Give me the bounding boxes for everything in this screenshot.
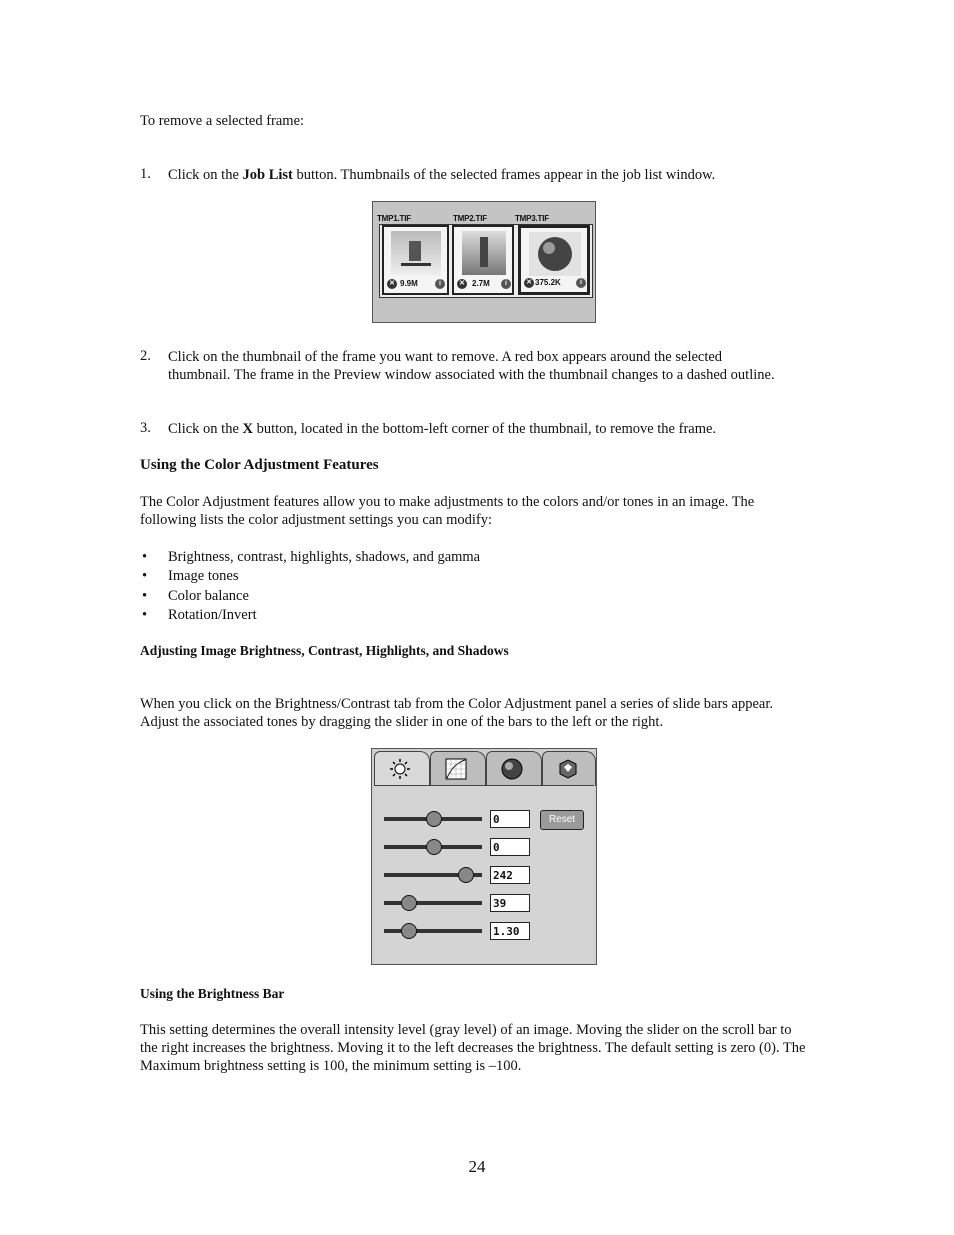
brightness-value-field[interactable]: 0 [490,810,530,828]
step-1-bold: Job List [242,167,293,183]
color-adjustment-heading: Using the Color Adjustment Features [140,457,379,473]
gamma-slider-handle[interactable] [401,923,417,939]
thumbnail-1-footer [386,277,446,291]
step-3-number: 3. [140,420,151,436]
step-3-post: button, located in the bottom-left corner of the thumbnail, to remove the frame. [253,421,717,437]
job-list-window [372,201,596,323]
brightness-section-body: When you click on the Brightness/Contrast tab from the Color Adjustment panel a series of slide bars appear. Adjust the associated tones by dragging the slider in one of the bars to the left or the right. [140,696,774,730]
info-2-icon[interactable]: i [501,279,511,289]
thumbnail-3-size: 375.2K [535,278,561,287]
color-settings-list [140,548,480,625]
gamma-value-field[interactable]: 1.30 [490,922,530,940]
list-item: • Rotation/Invert [140,606,480,625]
thumbnail-2-picture [462,231,506,275]
gamma-slider[interactable] [384,929,482,933]
thumbnail-strip [379,224,593,298]
brightness-bar-heading: Using the Brightness Bar [140,986,285,1001]
list-item: • Color balance [140,587,480,606]
highlights-value-field[interactable]: 242 [490,866,530,884]
highlights-slider[interactable] [384,873,482,877]
color-adjustment-panel [371,748,597,965]
list-item: • Image tones [140,567,480,586]
thumbnail-2-size: 2.7M [472,279,490,288]
thumbnail-2-image [462,231,506,275]
thumb-1-name: TMP1.TIF [377,214,411,223]
remove-frame-3-button[interactable]: ✕ [524,278,534,288]
thumbnail-3-image [529,232,581,276]
reset-button[interactable]: Reset [540,810,584,830]
thumb-2-name: TMP2.TIF [453,214,487,223]
color-sphere-icon [501,758,523,780]
brightness-contrast-panel [374,785,594,963]
thumbnail-3[interactable] [518,225,590,295]
contrast-slider[interactable] [384,845,482,849]
contrast-slider-handle[interactable] [426,839,442,855]
shadows-slider-handle[interactable] [401,895,417,911]
tab-brightness-contrast[interactable] [374,751,430,786]
thumbnail-1[interactable] [382,225,449,295]
brightness-section-heading: Adjusting Image Brightness, Contrast, Highlights, and Shadows [140,643,509,658]
remove-frame-1-button[interactable]: ✕ [387,279,397,289]
step-3-bold: X [242,421,253,437]
step-1-number: 1. [140,166,151,182]
step-1-text [168,166,808,184]
list-item: • Brightness, contrast, highlights, shadows, and gamma [140,548,480,567]
page-number: 24 [468,1157,486,1176]
contrast-value-field[interactable]: 0 [490,838,530,856]
thumbnail-3-picture [529,232,581,276]
remove-frame-2-button[interactable]: ✕ [457,279,467,289]
curve-graph-icon [445,758,467,780]
brightness-slider-handle[interactable] [426,811,442,827]
brightness-bar-body: This setting determines the overall intensity level (gray level) of an image. Moving the slider on the scroll bar to the right increases the brightness. Moving it to the left decreases the brightness. The default setting is zero (0). The Maximum brightness setting is 100, the minimum setting is –100. [140,1022,806,1074]
tab-color-balance[interactable] [486,751,542,786]
tab-rotation-invert[interactable] [542,751,596,786]
step-1-post: button. Thumbnails of the selected frames appear in the job list window. [292,167,716,183]
rotate-icon [557,758,579,780]
step-3-pre: Click on the [168,421,243,437]
step-1-pre: Click on the [168,167,243,183]
thumbnail-1-size: 9.9M [400,279,418,288]
thumbnail-1-picture [391,231,441,275]
step-2-number: 2. [140,348,151,364]
info-3-icon[interactable]: i [576,278,586,288]
thumbnail-2-footer [456,277,512,291]
thumbnail-3-footer [523,276,587,290]
thumbnail-2[interactable] [452,225,514,295]
thumb-3-name: TMP3.TIF [515,214,549,223]
info-1-icon[interactable]: i [435,279,445,289]
step-2-text: Click on the thumbnail of the frame you want to remove. A red box appears around the selected thumbnail. The frame in the Preview window associated with the thumbnail changes to a dashed outline. [168,349,775,383]
step-3-text [168,420,808,438]
tab-image-tones[interactable] [430,751,486,786]
intro-text: To remove a selected frame: [140,113,305,129]
brightness-slider[interactable] [384,817,482,821]
color-adjustment-body: The Color Adjustment features allow you to make adjustments to the colors and/or tones in an image. The following lists the color adjustment settings you can modify: [140,494,755,528]
shadows-slider[interactable] [384,901,482,905]
sun-icon [389,758,411,780]
shadows-value-field[interactable]: 39 [490,894,530,912]
highlights-slider-handle[interactable] [458,867,474,883]
thumbnail-1-image [391,231,441,275]
